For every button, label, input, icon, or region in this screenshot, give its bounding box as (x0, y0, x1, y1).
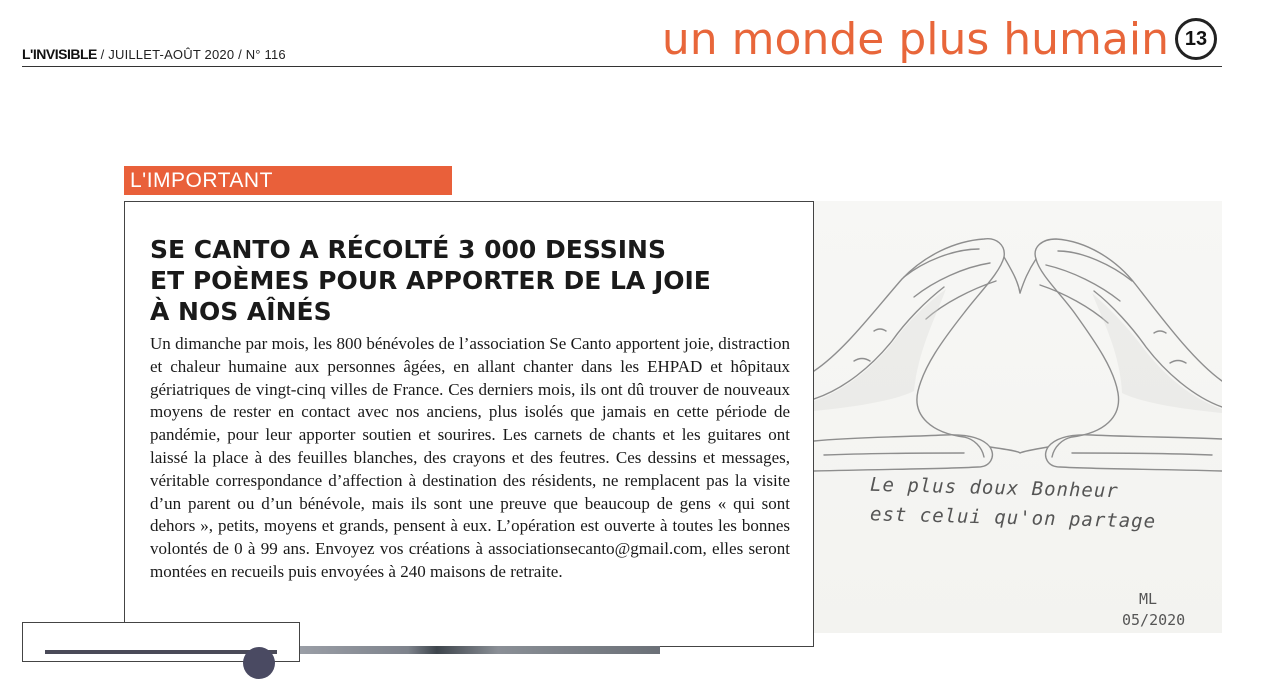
masthead (22, 46, 286, 62)
next-article-box (22, 622, 300, 662)
issue-info: / JUILLET-AOÛT 2020 / N° 116 (96, 47, 286, 62)
drawing-signature-date: 05/2020 (1122, 611, 1186, 629)
headline-line-1: SE CANTO A RÉCOLTÉ 3 000 DESSINS (150, 235, 666, 264)
next-article-bar (45, 650, 277, 654)
article-box (124, 201, 814, 647)
hands-heart-illustration (814, 201, 1222, 633)
drawing-caption-line-2: est celui qu'on partage (869, 503, 1157, 533)
drawing-caption-line-1: Le plus doux Bonheur (869, 473, 1120, 503)
category-tag: L'IMPORTANT (124, 166, 452, 195)
header-divider (22, 66, 1222, 67)
drawing-signature-initials: ML (1139, 590, 1158, 608)
hands-heart-drawing (814, 201, 1222, 633)
next-article-badge (243, 647, 275, 679)
article-body: Un dimanche par mois, les 800 bénévoles de l’association Se Canto apportent joie, distraction et chaleur humaine aux personnes âgées, en allant chanter dans les EHPAD et hôpitaux gériatriques de vingt-cinq villes de France. Ces derniers mois, ils ont dû trouver de nouveaux moyens de rester en contact avec nos anciens, plus isolés que jamais en cette période de pandémie, pour leur apporter soutien et sourires. Les carnets de chants et les guitares ont laissé la place à des feuilles blanches, des crayons et des feutres. Ces dessins et messages, véritable correspondance d’affection à destination des résidents, ne remplacent pas la visite d’un parent ou d’un bénévole, mais ils sont une preuve que beaucoup de gens « qui sont dehors », petits, moyens et grands, pensent à eux. L’opération est ouverte à toutes les bonnes volontés de 0 à 99 ans. Envoyez vos créations à associationsecanto@gmail.com, elles seront montées en recueils puis envoyées à 240 maisons de retraite. (150, 334, 790, 581)
headline-line-2: ET POÈMES POUR APPORTER DE LA JOIE (150, 266, 711, 295)
next-article-photo (300, 646, 660, 654)
headline-line-3: À NOS AÎNÉS (150, 297, 332, 326)
publication-logo: L'INVISIBLE (22, 46, 97, 62)
section-title: un monde plus humain (661, 14, 1169, 65)
article-headline (150, 234, 790, 327)
page-number-badge: 13 (1175, 18, 1217, 60)
